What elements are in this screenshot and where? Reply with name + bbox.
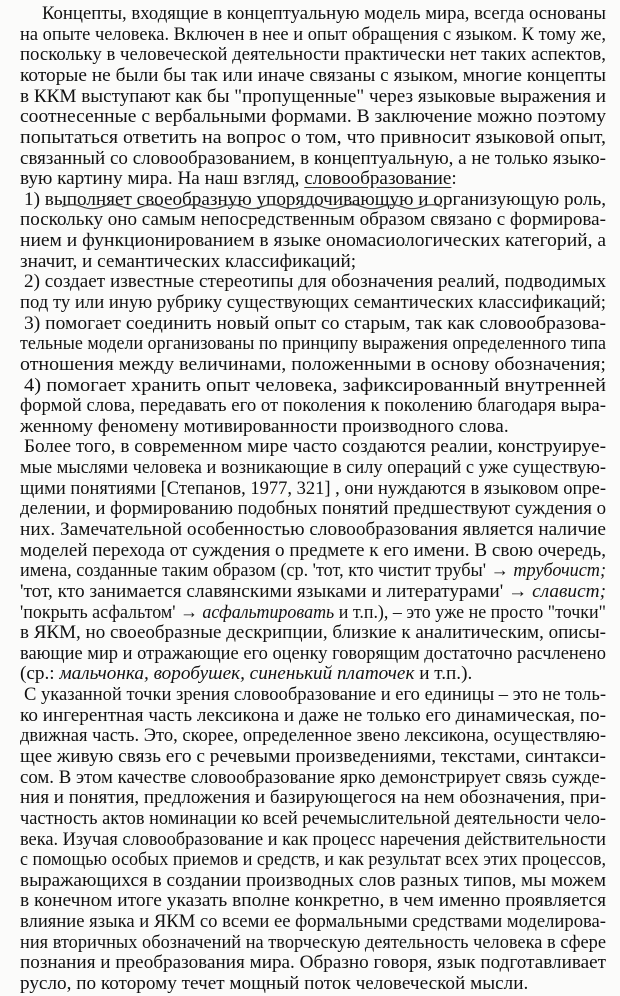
text-line: [0, 394, 620, 417]
text-line: [0, 972, 620, 995]
line-text: Более того, в современном мире часто создаются реалии, конструируе-: [24, 436, 606, 458]
text-line: [0, 2, 620, 25]
text-line: [0, 766, 620, 789]
text-line: [0, 786, 620, 809]
text-line: [0, 270, 620, 293]
line-text: [20, 662, 472, 685]
line-text: женному феномену мотивированности производного слова.: [20, 415, 509, 437]
line-text: познания и преобразования мира. Образно говоря, язык подготавливает: [20, 952, 607, 974]
line-text: щими понятиями [Степанов, 1977, 321] , они нуждаются в языковом опре-: [20, 477, 607, 499]
italic-example: трубочист;: [513, 560, 607, 582]
line-segment: :: [451, 168, 457, 190]
underlined-term: словообразование: [304, 168, 452, 190]
text-line: [0, 415, 620, 438]
text-line: [0, 869, 620, 892]
line-segment: и т.п.).: [414, 663, 473, 685]
text-line: [0, 497, 620, 520]
line-text: значит, и семантических классификаций;: [20, 250, 357, 272]
line-text: в ККМ выступают как бы "пропущенные" через языковые выражения и: [20, 85, 606, 107]
text-line: [0, 85, 620, 108]
text-line: [0, 312, 620, 335]
line-text: влияние языка и ЯКМ со всеми ее формальными средствами моделирова-: [20, 911, 607, 933]
line-segment: и т.п.), – это уже не просто "точки": [334, 601, 606, 623]
text-line: [0, 621, 620, 644]
text-line: [0, 208, 620, 231]
text-line: [0, 539, 620, 562]
line-text: тельные модели организованы по принципу выражения определенного типа: [20, 333, 607, 355]
text-line: [0, 456, 620, 479]
text-line: [0, 23, 620, 46]
line-segment: 'тот, кто занимается славянскими языками и литературами' →: [20, 580, 533, 602]
text-line: [0, 43, 620, 66]
line-text: формой слова, передавать его от поколения к поколению благодаря выра-: [20, 395, 606, 417]
text-line: [0, 848, 620, 871]
text-line: [0, 662, 620, 685]
line-text: с помощью особых приемов и средств, и как результат всех этих процессов,: [20, 849, 607, 871]
line-segment: вую картину мира. На наш взгляд,: [20, 168, 305, 190]
line-text: [20, 559, 606, 582]
line-text: них. Замечательной особенностью словообразования является наличие: [20, 519, 607, 540]
text-line: [0, 951, 620, 974]
line-text: века. Изучая словообразование и как процесс наречения действительности: [20, 828, 607, 850]
text-line: [0, 931, 620, 954]
line-text: делении, и формированию подобных понятий предшествуют суждения о: [20, 498, 607, 520]
line-text: на опыте человека. Включен в нее и опыт обращения с языком. К тому же,: [20, 23, 607, 45]
line-text: вающие мир и отражающие его оценку говорящим достаточно расчленено: [20, 642, 607, 664]
text-line: [0, 724, 620, 747]
text-line: [0, 601, 620, 624]
line-text: поскольку в человеческой деятельности практически нет таких аспектов,: [20, 44, 606, 66]
line-text: ко ингерентная часть лексикона и даже не только его динамическая, по-: [20, 704, 607, 726]
line-text: которые не были бы так или иначе связаны с языком, многие концепты: [20, 64, 607, 86]
line-text: под ту или иную рубрику существующих семантических классификаций;: [20, 291, 606, 313]
text-line: [0, 64, 620, 87]
line-text: 2) создает известные стереотипы для обозначения реалий, подводимых: [24, 271, 607, 293]
line-text: выражающихся в создании производных слов разных типов, мы можем: [20, 869, 606, 891]
italic-example: мальчонка, воробушек, синенький платочек: [59, 663, 415, 685]
text-line: [0, 704, 620, 727]
line-text: в конечном итоге указать вполне конкретно, в чем именно проявляется: [20, 890, 607, 912]
text-line: [0, 147, 620, 170]
line-segment: 'покрыть асфальтом' →: [20, 601, 203, 623]
text-line: [0, 477, 620, 500]
line-text: мые мыслями человека и возникающие в силу операций с уже существую-: [20, 457, 607, 478]
text-line: [0, 374, 620, 397]
text-line: [0, 910, 620, 933]
line-text: частность актов номинации ко всей речемыслительной деятельности чело-: [20, 807, 607, 829]
line-text: моделей перехода от суждения о предмете к его имени. В свою очередь,: [20, 539, 607, 561]
line-text: в ЯКМ, но своеобразные дескрипции, близкие к аналитическим, описы-: [20, 622, 606, 644]
line-text: связанный со словообразованием, в концептуальную, а не только языко-: [20, 147, 606, 169]
text-line: [0, 332, 620, 355]
line-text: 1) выполняет своеобразную упорядочивающую и организующую роль,: [24, 188, 607, 210]
text-line: [0, 683, 620, 706]
text-line: [0, 291, 620, 314]
line-text: попытаться ответить на вопрос о том, что привносит языковой опыт,: [20, 126, 607, 148]
text-line: [0, 642, 620, 665]
text-line: [0, 828, 620, 851]
line-text: щее живую связь его с речевыми произведениями, текстами, синтакси-: [20, 746, 606, 767]
text-line: [0, 105, 620, 128]
text-line: [0, 126, 620, 149]
line-text: отношения между величинами, положенными в основу обозначения;: [20, 353, 606, 375]
text-line: [0, 889, 620, 912]
line-text: сом. В этом качестве словообразование ярко демонстрирует связь сужде-: [20, 766, 607, 788]
line-text: русло, по которому течет мощный поток человеческой мысли.: [20, 973, 529, 994]
text-line: [0, 229, 620, 252]
line-text: ния и понятия, предложения и базирующегося на нем обозначения, при-: [20, 787, 607, 809]
text-line: [0, 745, 620, 768]
italic-example: славист;: [532, 580, 607, 602]
line-text: движная часть. Это, скорее, определенное звено лексикона, осуществляю-: [20, 725, 606, 747]
line-text: нием и функционированием в языке ономасиологических категорий, а: [20, 230, 607, 251]
line-text: С указанной точки зрения словообразование и его единицы – это не толь-: [24, 684, 607, 706]
line-segment: имена, созданные таким образом (ср. 'тот, кто чистит трубы' →: [20, 560, 514, 582]
line-text: ния вторичных обозначений на творческую деятельность человека в сфере: [20, 931, 606, 953]
text-line: [0, 188, 620, 211]
line-text: соотнесенные с вербальными формами. В заключение можно поэтому: [20, 106, 606, 128]
line-text: поскольку оно самым непосредственным образом связано с формирова-: [20, 209, 606, 231]
text-line: [0, 807, 620, 830]
text-line: [0, 353, 620, 376]
text-line: [0, 559, 620, 582]
italic-example: асфальтировать: [202, 601, 335, 623]
line-text: 4) помогает хранить опыт человека, зафиксированный внутренней: [24, 374, 606, 396]
text-line: [0, 250, 620, 273]
text-line: [0, 518, 620, 541]
text-line: [0, 580, 620, 603]
line-text: Концепты, входящие в концептуальную модель мира, всегда основаны: [42, 3, 606, 24]
text-line: [0, 435, 620, 458]
line-segment: (ср.:: [20, 663, 60, 685]
line-text: 3) помогает соединить новый опыт со старым, так как словообразова-: [24, 312, 607, 334]
text-line: [0, 167, 620, 190]
